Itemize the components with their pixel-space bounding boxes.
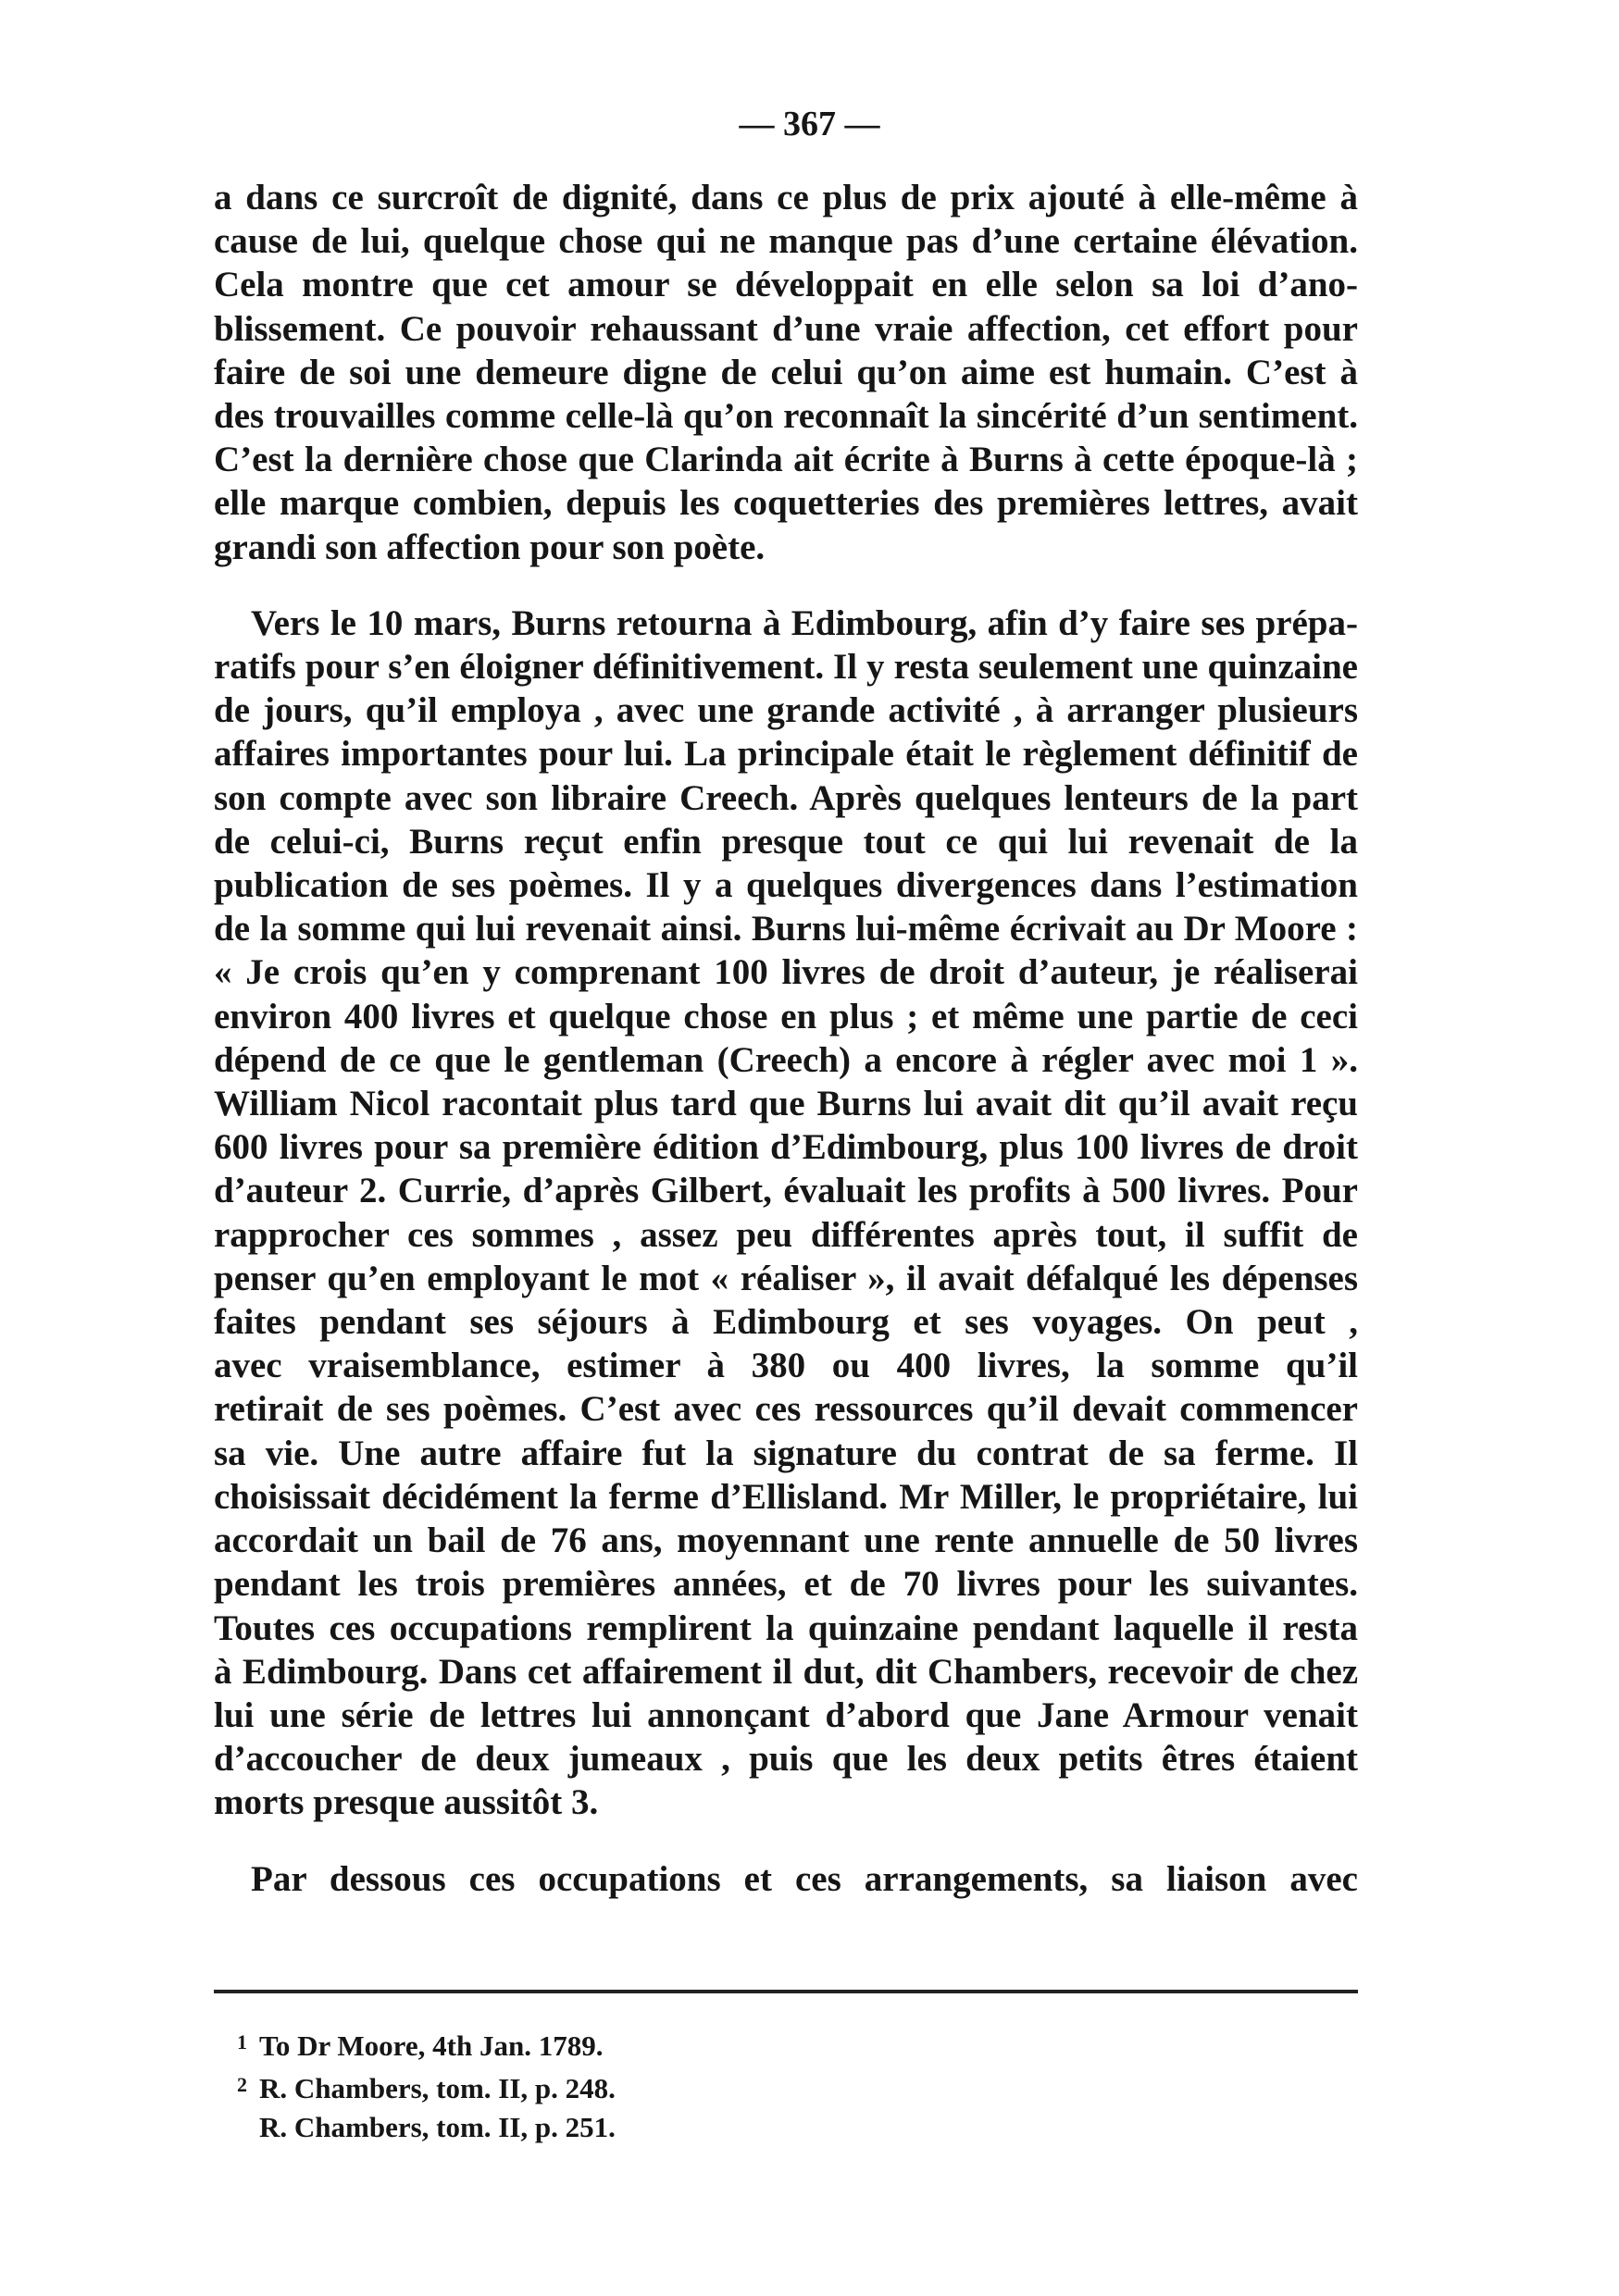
text-line: grandi son affection pour son poète. bbox=[214, 527, 766, 567]
text-line: son compte avec son libraire Creech. Après quelques lenteurs de la part bbox=[214, 777, 1358, 818]
text-line: elle marque combien, depuis les coquetteries des premières lettres, avait bbox=[214, 483, 1358, 524]
text-line: à Edimbourg. Dans cet affairement il dut, dit Chambers, recevoir de chez bbox=[214, 1651, 1358, 1692]
page-number: — 367 — bbox=[739, 105, 880, 143]
text-line: de la somme qui lui revenait ainsi. Burns lui-même écrivait au Dr Moore : bbox=[214, 909, 1358, 949]
text-line: de celui-ci, Burns reçut enfin presque tout ce qui lui revenait de la bbox=[214, 821, 1358, 862]
footnote-3 bbox=[237, 2108, 616, 2147]
text-line: faites pendant ses séjours à Edimbourg et ses voyages. On peut , bbox=[214, 1302, 1358, 1343]
footnote-text: To Dr Moore, 4th Jan. 1789. bbox=[259, 2029, 604, 2062]
footnote-text: R. Chambers, tom. II, p. 248. bbox=[259, 2072, 616, 2104]
text-line: rapprocher ces sommes , assez peu différentes après tout, il suffit de bbox=[214, 1214, 1358, 1255]
text-line: sa vie. Une autre affaire fut la signature du contrat de sa ferme. Il bbox=[214, 1433, 1358, 1473]
text-line: Cela montre que cet amour se développait en elle selon sa loi d’ano- bbox=[214, 265, 1358, 305]
text-line: pendant les trois premières années, et de 70 livres pour les suivantes. bbox=[214, 1564, 1358, 1605]
text-line: blissement. Ce pouvoir rehaussant d’une vraie affection, cet effort pour bbox=[214, 308, 1358, 349]
footnote-rule bbox=[214, 1990, 1358, 1993]
footnote-1 bbox=[237, 2023, 616, 2066]
text-line: « Je crois qu’en y comprenant 100 livres de droit d’auteur, je réaliserai bbox=[214, 952, 1358, 993]
text-line: ratifs pour s’en éloigner définitivement. Il y resta seulement une quinzaine bbox=[214, 647, 1358, 688]
text-line: penser qu’en employant le mot « réaliser », il avait défalqué les dépenses bbox=[214, 1258, 1358, 1298]
text-line: Par dessous ces occupations et ces arrangements, sa liaison avec bbox=[251, 1858, 1358, 1899]
paragraph bbox=[214, 176, 1358, 569]
footnote-mark: 2 bbox=[237, 2073, 247, 2096]
body-text bbox=[214, 176, 1358, 1901]
text-line: 600 livres pour sa première édition d’Edimbourg, plus 100 livres de droit bbox=[214, 1127, 1358, 1168]
paragraph-gap bbox=[214, 1825, 1358, 1857]
text-line: cause de lui, quelque chose qui ne manque pas d’une certaine élévation. bbox=[214, 221, 1358, 262]
text-line: C’est la dernière chose que Clarinda ait écrite à Burns à cette époque-là ; bbox=[214, 440, 1358, 480]
text-line: Vers le 10 mars, Burns retourna à Edimbourg, afin d’y faire ses prépa- bbox=[251, 602, 1358, 643]
text-line: environ 400 livres et quelque chose en plus ; et même une partie de ceci bbox=[214, 996, 1358, 1036]
text-line: d’auteur 2. Currie, d’après Gilbert, évaluait les profits à 500 livres. Pour bbox=[214, 1171, 1358, 1211]
text-line: retirait de ses poèmes. C’est avec ces ressources qu’il devait commencer bbox=[214, 1389, 1358, 1430]
text-line: lui une série de lettres lui annonçant d’abord que Jane Armour venait bbox=[214, 1694, 1358, 1735]
text-line: avec vraisemblance, estimer à 380 ou 400 livres, la somme qu’il bbox=[214, 1346, 1358, 1386]
text-line: morts presque aussitôt 3. bbox=[214, 1782, 599, 1823]
footnote-mark: 1 bbox=[237, 2030, 247, 2054]
text-line: William Nicol racontait plus tard que Burns lui avait dit qu’il avait reçu bbox=[214, 1084, 1358, 1124]
paragraph-gap bbox=[214, 569, 1358, 602]
text-line: de jours, qu’il employa , avec une grande activité , à arranger plusieurs bbox=[214, 690, 1358, 731]
text-line: a dans ce surcroît de dignité, dans ce plus de prix ajouté à elle-même à bbox=[214, 178, 1358, 217]
text-line: choisissait décidément la ferme d’Ellisland. Mr Miller, le propriétaire, lui bbox=[214, 1476, 1358, 1517]
paragraph bbox=[214, 602, 1358, 1825]
text-line: dépend de ce que le gentleman (Creech) a encore à régler avec moi 1 ». bbox=[214, 1039, 1358, 1080]
text-line: accordait un bail de 76 ans, moyennant une rente annuelle de 50 livres bbox=[214, 1520, 1358, 1561]
paragraph bbox=[214, 1857, 1358, 1901]
footnotes bbox=[237, 2023, 616, 2147]
text-line: publication de ses poèmes. Il y a quelques divergences dans l’estimation bbox=[214, 865, 1358, 906]
text-line: d’accoucher de deux jumeaux , puis que les deux petits êtres étaient bbox=[214, 1739, 1358, 1780]
footnote-text: R. Chambers, tom. II, p. 251. bbox=[259, 2111, 616, 2143]
text-line: des trouvailles comme celle-là qu’on reconnaît la sincérité d’un sentiment. bbox=[214, 396, 1358, 437]
text-line: faire de soi une demeure digne de celui qu’on aime est humain. C’est à bbox=[214, 352, 1358, 392]
text-line: Toutes ces occupations remplirent la quinzaine pendant laquelle il resta bbox=[214, 1607, 1358, 1648]
footnote-2 bbox=[237, 2066, 616, 2108]
text-line: affaires importantes pour lui. La principale était le règlement définitif de bbox=[214, 734, 1358, 775]
